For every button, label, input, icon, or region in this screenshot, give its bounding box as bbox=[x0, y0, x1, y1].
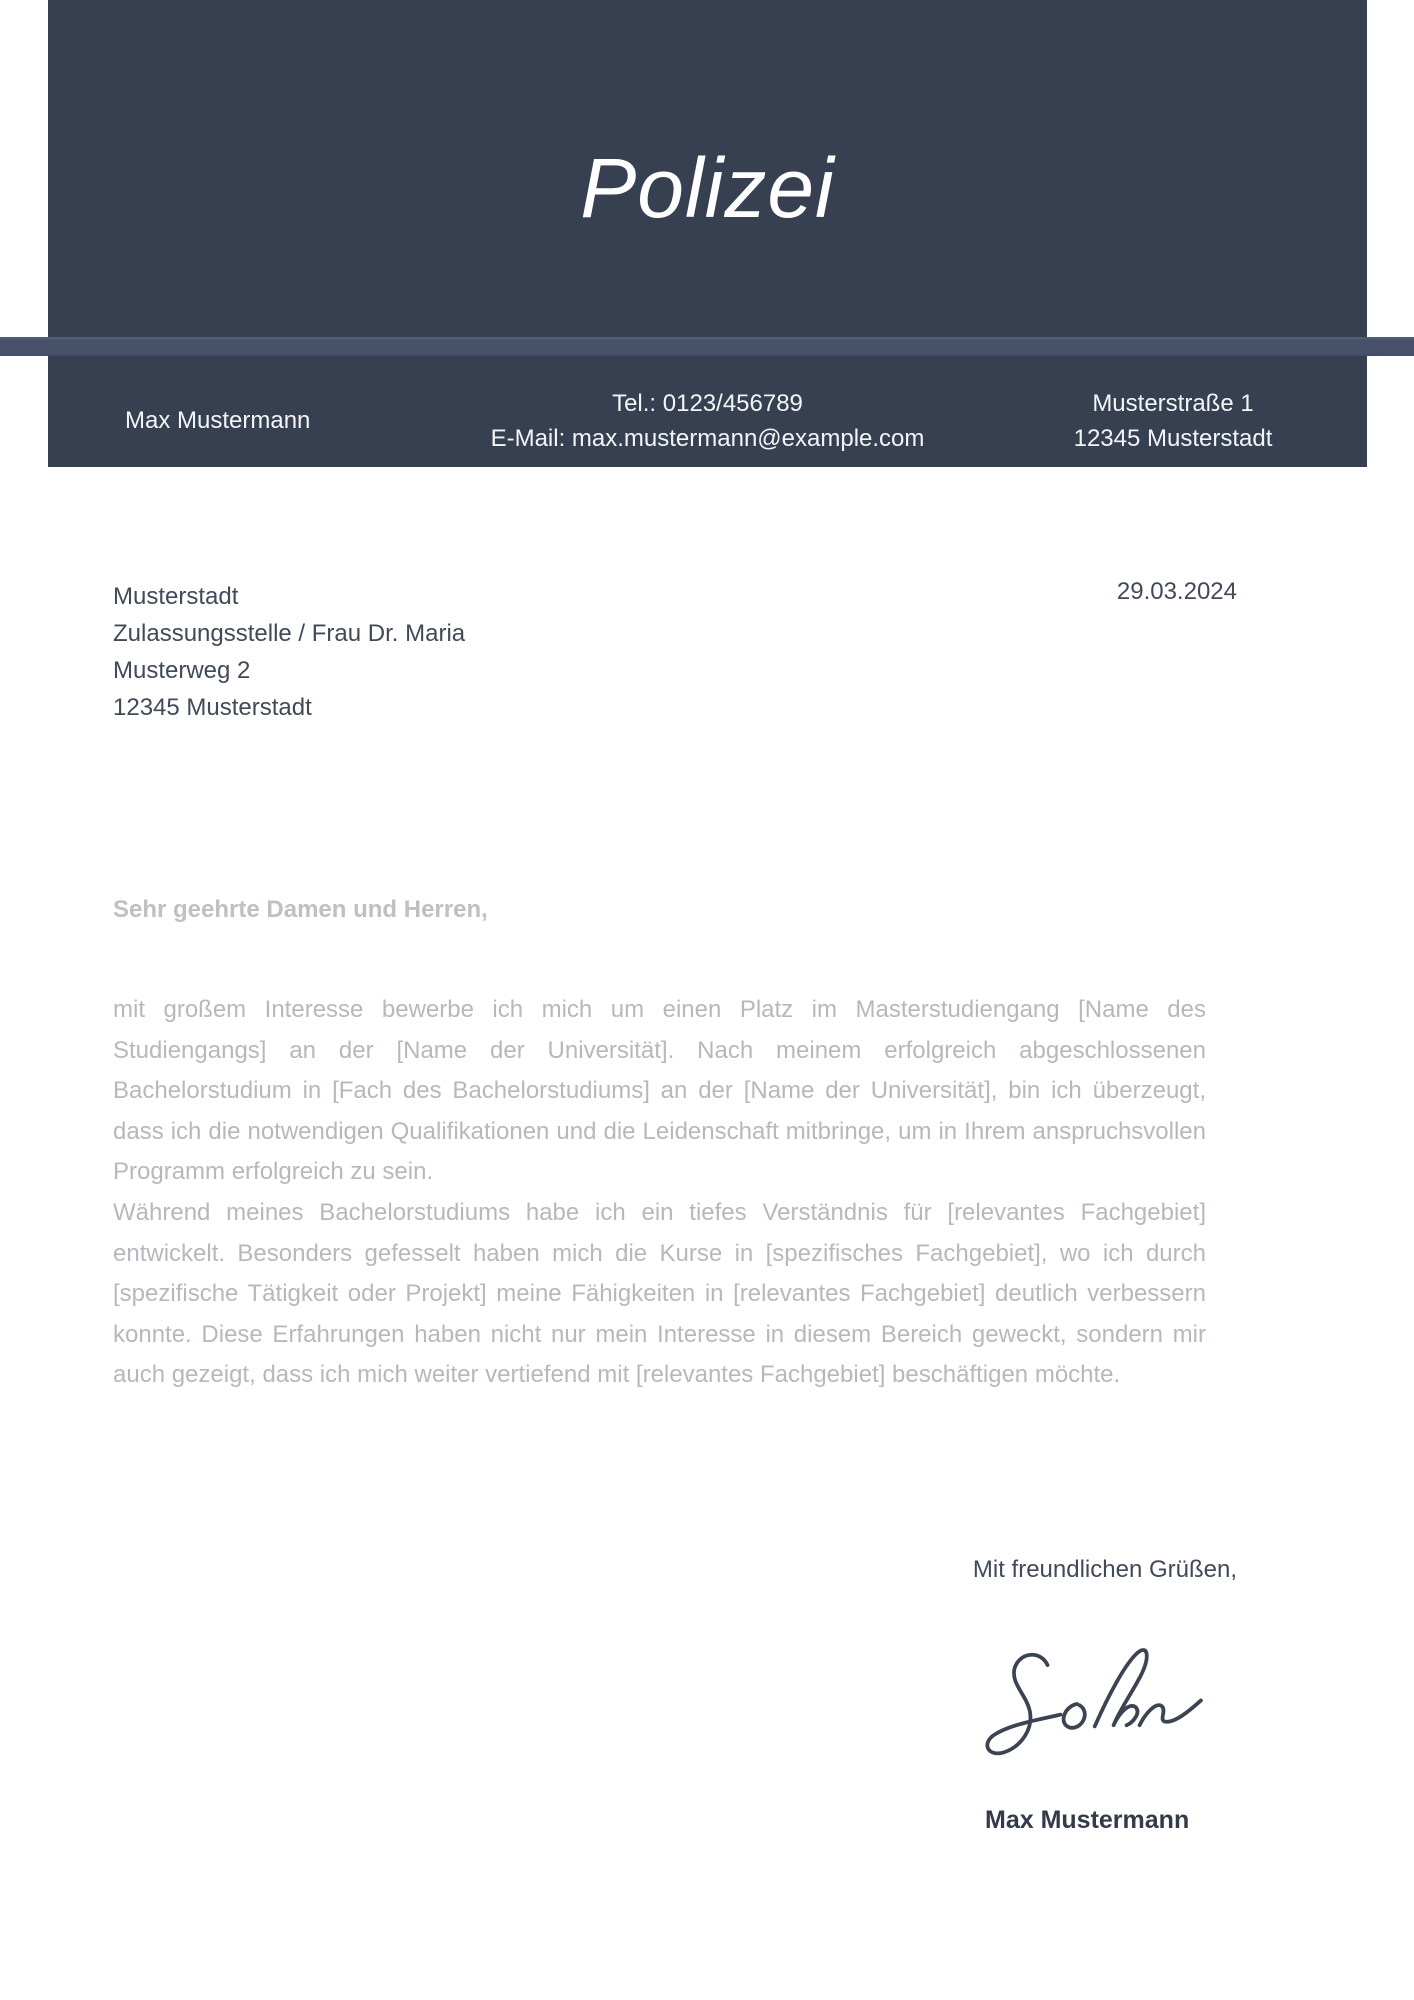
salutation: Sehr geehrte Damen und Herren, bbox=[113, 896, 488, 923]
body-paragraph: Während meines Bachelorstudiums habe ich ein tiefes Verständnis für [relevantes Fachgebiet] entwickelt. Besonders gefesselt haben mich die Kurse in [spezifisches Fachgebiet], wo ich durch [spezifische Tätigkeit oder Projekt] meine Fähigkeiten in [relevantes Fachgebiet] deutlich verbessern konnte. Diese Erfahrungen haben nicht nur mein Interesse in diesem Bereich geweckt, sondern mir auch gezeigt, dass ich mich weiter vertiefend mit [relevantes Fachgebiet] beschäftigen möchte. bbox=[113, 1198, 1206, 1389]
page-title: Polizei bbox=[580, 141, 835, 235]
recipient-line: 12345 Musterstadt bbox=[113, 694, 312, 721]
recipient-line: Musterstadt bbox=[113, 583, 239, 610]
header-contact-row bbox=[48, 383, 1367, 459]
letter-body bbox=[113, 990, 1206, 1396]
closing-line: Mit freundlichen Grüßen, bbox=[972, 1556, 1237, 1583]
email-line: E-Mail: max.mustermann@example.com bbox=[490, 425, 925, 452]
street-line: Musterstraße 1 bbox=[1092, 390, 1254, 417]
signature-icon bbox=[972, 1636, 1208, 1772]
recipient-line: Musterweg 2 bbox=[113, 657, 251, 684]
city-line: 12345 Musterstadt bbox=[1073, 425, 1273, 452]
recipient-line: Zulassungsstelle / Frau Dr. Maria bbox=[113, 620, 466, 647]
letter-date: 29.03.2024 bbox=[1116, 578, 1237, 605]
phone-line: Tel.: 0123/456789 bbox=[612, 390, 803, 417]
signer-name: Max Mustermann bbox=[985, 1806, 1190, 1834]
body-paragraph: mit großem Interesse bewerbe ich mich um einen Platz im Masterstudiengang [Name des Studiengangs] an der [Name der Universität]. Nach meinem erfolgreich abgeschlossenen Bachelorstudium in [Fach des Bachelorstudiums] an der [Name der Universität], bin ich überzeugt, dass ich die notwendigen Qualifikationen und die Leidenschaft mitbringe, um in Ihrem anspruchsvollen Programm erfolgreich zu sein. bbox=[113, 996, 1206, 1186]
contact-center bbox=[436, 386, 979, 456]
signature-image bbox=[972, 1636, 1208, 1772]
sender-name: Max Mustermann bbox=[125, 407, 311, 434]
accent-band bbox=[0, 337, 1414, 356]
sender-address bbox=[979, 386, 1367, 456]
recipient-address bbox=[113, 578, 465, 726]
